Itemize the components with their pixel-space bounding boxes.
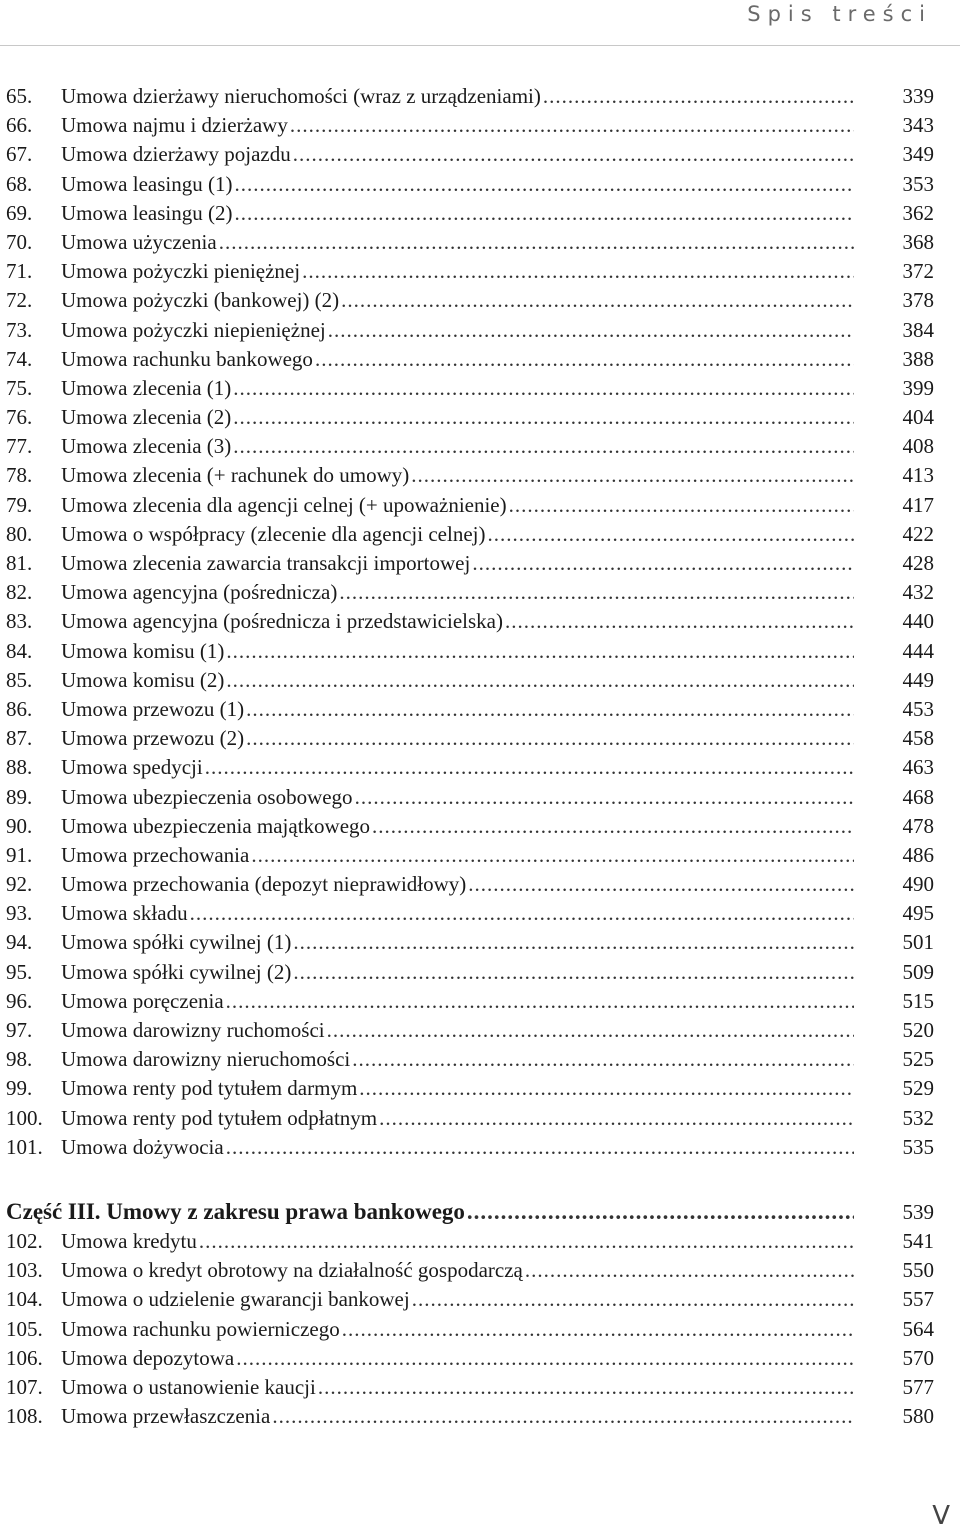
entry-number: 89. (6, 784, 33, 809)
entry-title-leader (61, 637, 854, 666)
entry-title-leader (61, 1074, 854, 1103)
toc-entry[interactable] (6, 257, 934, 286)
entry-number: 79. (6, 492, 33, 517)
entry-title-leader (61, 812, 854, 841)
entry-number: 85. (6, 667, 33, 692)
entry-title: Umowa spółki cywilnej (1) (61, 930, 292, 955)
entry-title: Umowa zlecenia (1) (61, 375, 232, 400)
dot-leader (226, 1133, 854, 1162)
entry-page-number: 486 (902, 842, 934, 867)
toc-entry[interactable] (6, 345, 934, 374)
dot-leader (327, 1016, 854, 1045)
entry-title-leader (61, 607, 854, 636)
entry-title: Umowa kredytu (61, 1228, 197, 1253)
entry-title: Umowa przewozu (1) (61, 696, 245, 721)
entry-number: 71. (6, 259, 33, 284)
toc-entry[interactable] (6, 607, 934, 636)
entry-page-number: 529 (902, 1076, 934, 1101)
entry-title: Umowa agencyjna (pośrednicza) (61, 580, 338, 605)
entry-title-leader (61, 724, 854, 753)
entry-number: 68. (6, 171, 33, 196)
entry-title-leader (61, 1256, 854, 1285)
entry-title: Umowa darowizny ruchomości (61, 1018, 325, 1042)
toc-part-heading[interactable] (6, 1197, 934, 1227)
entry-title-leader (61, 374, 854, 403)
entry-title-leader (61, 695, 854, 724)
entry-page-number: 458 (902, 726, 934, 751)
dot-leader (318, 1373, 854, 1402)
toc-entry[interactable] (6, 987, 934, 1016)
dot-leader (199, 1227, 854, 1256)
dot-leader (352, 1045, 854, 1074)
entry-number: 72. (6, 288, 33, 313)
entry-title: Umowa renty pod tytułem darmym (61, 1076, 358, 1101)
entry-page-number: 343 (902, 113, 934, 138)
entry-number: 69. (6, 200, 33, 225)
toc-entry[interactable] (6, 140, 934, 169)
entry-page-number: 564 (902, 1316, 934, 1341)
entry-page-number: 580 (902, 1404, 934, 1429)
entry-number: 97. (6, 1018, 33, 1042)
entry-title-leader (61, 140, 854, 169)
entry-title: Umowa spedycji (61, 755, 203, 780)
dot-leader (339, 578, 854, 607)
entry-number: 90. (6, 813, 33, 838)
dot-leader (412, 1285, 854, 1314)
dot-leader (226, 987, 854, 1016)
entry-page-number: 478 (902, 813, 934, 838)
entry-title: Umowa darowizny nieruchomości (61, 1047, 351, 1072)
toc-entry[interactable] (6, 578, 934, 607)
entry-page-number: 432 (902, 580, 934, 605)
dot-leader (315, 345, 854, 374)
dot-leader (302, 257, 854, 286)
dot-leader (525, 1256, 854, 1285)
entry-page-number: 463 (902, 755, 934, 780)
dot-leader (487, 520, 854, 549)
entry-title-leader (61, 199, 854, 228)
entry-page-number: 495 (902, 901, 934, 926)
entry-title-leader (61, 870, 854, 899)
entry-title-leader (61, 1373, 854, 1402)
entry-title-leader (61, 783, 854, 812)
dot-leader (342, 1315, 854, 1344)
entry-title-leader (61, 82, 854, 111)
entry-title-leader (61, 1344, 854, 1373)
entry-number: 84. (6, 638, 33, 663)
toc-entries-section-a (6, 82, 934, 1162)
dot-leader (272, 1402, 854, 1431)
entry-number: 81. (6, 551, 33, 575)
entry-title: Umowa przechowania (61, 842, 250, 867)
toc-entry[interactable] (6, 491, 934, 520)
entry-title: Umowa przewłaszczenia (61, 1404, 271, 1429)
entry-page-number: 577 (902, 1374, 934, 1399)
entry-title-leader (61, 1045, 854, 1074)
entry-number: 91. (6, 842, 33, 867)
entry-number: 108. (6, 1404, 43, 1429)
entry-title-leader (61, 549, 854, 578)
dot-leader (226, 666, 854, 695)
entry-page-number: 428 (902, 551, 934, 575)
toc-entry[interactable] (6, 695, 934, 724)
entry-page-number: 399 (902, 375, 934, 400)
entry-number: 107. (6, 1374, 43, 1399)
toc-entry[interactable] (6, 1256, 934, 1285)
dot-leader (472, 549, 854, 578)
toc-entry[interactable] (6, 549, 934, 578)
entry-title-leader (61, 491, 854, 520)
toc-entry[interactable] (6, 1045, 934, 1074)
toc-entry[interactable] (6, 111, 934, 140)
toc-entry[interactable] (6, 841, 934, 870)
entry-number: 95. (6, 959, 33, 984)
dot-leader (246, 695, 854, 724)
entry-title-leader (61, 345, 854, 374)
entry-number: 105. (6, 1316, 43, 1341)
entry-number: 99. (6, 1076, 33, 1101)
entry-title: Umowa poręczenia (61, 988, 224, 1013)
entry-number: 76. (6, 405, 33, 430)
entry-page-number: 339 (902, 84, 934, 108)
entry-page-number: 362 (902, 200, 934, 225)
entry-page-number: 368 (902, 229, 934, 254)
toc-entry[interactable] (6, 1104, 934, 1133)
toc-entry[interactable] (6, 666, 934, 695)
dot-leader (341, 286, 854, 315)
dot-leader (359, 1074, 854, 1103)
entry-title-leader (61, 987, 854, 1016)
dot-leader (509, 491, 854, 520)
entry-title: Umowa spółki cywilnej (2) (61, 959, 292, 984)
entry-title-leader (61, 1104, 854, 1133)
entry-page-number: 413 (902, 463, 934, 488)
dot-leader (233, 432, 854, 461)
running-header: Spis treści (747, 2, 932, 26)
entry-number: 104. (6, 1287, 43, 1312)
entry-number: 70. (6, 229, 33, 254)
toc-entry[interactable] (6, 1133, 934, 1162)
dot-leader (205, 753, 854, 782)
toc-entry[interactable] (6, 432, 934, 461)
dot-leader (293, 140, 854, 169)
dot-leader (236, 1344, 854, 1373)
toc-entry[interactable] (6, 1315, 934, 1344)
entry-title: Umowa leasingu (2) (61, 200, 233, 225)
dot-leader (219, 228, 854, 257)
entry-title: Umowa składu (61, 901, 188, 926)
entry-number: 88. (6, 755, 33, 780)
entry-title: Umowa zlecenia zawarcia transakcji importowej (61, 551, 471, 575)
entry-title-leader (61, 461, 854, 490)
entry-title-leader (61, 899, 854, 928)
entry-title: Umowa zlecenia (+ rachunek do umowy) (61, 463, 410, 488)
dot-leader (543, 82, 854, 111)
entry-title: Umowa ubezpieczenia osobowego (61, 784, 353, 809)
entry-number: 102. (6, 1228, 43, 1253)
entry-page-number: 535 (902, 1134, 934, 1159)
dot-leader (372, 812, 854, 841)
entry-title: Umowa renty pod tytułem odpłatnym (61, 1105, 378, 1130)
dot-leader (246, 724, 854, 753)
entry-number: 78. (6, 463, 33, 488)
entry-title: Umowa pożyczki (bankowej) (2) (61, 288, 340, 313)
entry-title-leader (61, 578, 854, 607)
entry-title-leader (61, 1402, 854, 1431)
entry-page-number: 501 (902, 930, 934, 955)
entry-number: 103. (6, 1258, 43, 1283)
entry-page-number: 468 (902, 784, 934, 809)
toc-entry[interactable] (6, 753, 934, 782)
table-of-contents (6, 82, 934, 1431)
entry-title: Umowa o udzielenie gwarancji bankowej (61, 1287, 410, 1312)
entry-number: 100. (6, 1105, 43, 1130)
entry-title: Umowa rachunku powierniczego (61, 1316, 340, 1341)
entry-title-leader (61, 170, 854, 199)
dot-leader (411, 461, 854, 490)
part-title: Część III. Umowy z zakresu prawa bankowego (6, 1198, 465, 1224)
part-page-number: 539 (902, 1199, 934, 1224)
dot-leader (251, 841, 854, 870)
entry-number: 86. (6, 696, 33, 721)
dot-leader (234, 170, 854, 199)
entry-number: 94. (6, 930, 33, 955)
dot-leader (190, 899, 854, 928)
entry-title-leader (61, 1285, 854, 1314)
entry-page-number: 404 (902, 405, 934, 430)
entry-title-leader (61, 403, 854, 432)
dot-leader (293, 928, 854, 957)
entry-title: Umowa przechowania (depozyt nieprawidłowy) (61, 872, 467, 897)
entry-title: Umowa agencyjna (pośrednicza i przedstawicielska) (61, 609, 503, 634)
entry-page-number: 490 (902, 872, 934, 897)
entry-title: Umowa pożyczki pieniężnej (61, 259, 301, 284)
dot-leader (226, 637, 854, 666)
dot-leader (355, 783, 854, 812)
toc-entry[interactable] (6, 899, 934, 928)
toc-entry[interactable] (6, 461, 934, 490)
dot-leader (233, 403, 854, 432)
toc-entry[interactable] (6, 82, 934, 111)
toc-entry[interactable] (6, 783, 934, 812)
entry-number: 82. (6, 580, 33, 605)
entry-page-number: 550 (902, 1258, 934, 1283)
entry-title-leader (61, 1315, 854, 1344)
entry-number: 75. (6, 375, 33, 400)
header-rule (0, 45, 960, 46)
entry-title: Umowa komisu (2) (61, 667, 225, 692)
entry-page-number: 422 (902, 521, 934, 546)
entry-title: Umowa użyczenia (61, 229, 217, 254)
entry-page-number: 449 (902, 667, 934, 692)
entry-title-leader (61, 1016, 854, 1045)
entry-page-number: 541 (902, 1228, 934, 1253)
toc-entry[interactable] (6, 403, 934, 432)
toc-entry[interactable] (6, 1227, 934, 1256)
entry-title: Umowa zlecenia (2) (61, 405, 232, 430)
entry-title: Umowa o współpracy (zlecenie dla agencji celnej) (61, 521, 486, 546)
entry-number: 98. (6, 1047, 33, 1072)
toc-entry[interactable] (6, 1016, 934, 1045)
toc-entry[interactable] (6, 316, 934, 345)
entry-title-leader (61, 432, 854, 461)
entry-title: Umowa zlecenia dla agencji celnej (+ upoważnienie) (61, 492, 507, 517)
toc-entry[interactable] (6, 374, 934, 403)
entry-title: Umowa przewozu (2) (61, 726, 245, 751)
entry-title-leader (61, 666, 854, 695)
entry-page-number: 384 (902, 317, 934, 342)
entry-number: 67. (6, 142, 33, 167)
section-gap (6, 1162, 934, 1197)
entry-number: 74. (6, 346, 33, 371)
entry-title-leader (61, 753, 854, 782)
entry-title: Umowa dzierżawy pojazdu (61, 142, 291, 167)
entry-title-leader (61, 928, 854, 957)
entry-title: Umowa zlecenia (3) (61, 434, 232, 459)
entry-title: Umowa o kredyt obrotowy na działalność gospodarczą (61, 1258, 523, 1283)
toc-entry[interactable] (6, 286, 934, 315)
toc-entry[interactable] (6, 520, 934, 549)
entry-number: 106. (6, 1345, 43, 1370)
toc-entry[interactable] (6, 1285, 934, 1314)
entry-title: Umowa leasingu (1) (61, 171, 233, 196)
toc-entry[interactable] (6, 812, 934, 841)
entry-title: Umowa dożywocia (61, 1134, 224, 1159)
entry-number: 92. (6, 872, 33, 897)
entry-page-number: 520 (902, 1018, 934, 1042)
entry-page-number: 378 (902, 288, 934, 313)
entry-number: 73. (6, 317, 33, 342)
entry-title-leader (61, 228, 854, 257)
toc-entry[interactable] (6, 637, 934, 666)
toc-entry[interactable] (6, 724, 934, 753)
dot-leader (468, 870, 854, 899)
entry-number: 77. (6, 434, 33, 459)
page-folio: V (932, 1501, 950, 1531)
entry-title-leader (61, 1133, 854, 1162)
dot-leader (234, 199, 854, 228)
entry-page-number: 453 (902, 696, 934, 721)
toc-entry[interactable] (6, 199, 934, 228)
entry-title: Umowa depozytowa (61, 1345, 235, 1370)
dot-leader (290, 111, 854, 140)
entry-number: 93. (6, 901, 33, 926)
entry-title-leader (61, 257, 854, 286)
entry-number: 65. (6, 84, 33, 108)
entry-title: Umowa ubezpieczenia majątkowego (61, 813, 371, 838)
entry-page-number: 388 (902, 346, 934, 371)
entry-page-number: 353 (902, 171, 934, 196)
entry-page-number: 570 (902, 1345, 934, 1370)
entry-page-number: 532 (902, 1105, 934, 1130)
toc-entry[interactable] (6, 928, 934, 957)
entry-title: Umowa komisu (1) (61, 638, 225, 663)
entry-page-number: 525 (902, 1047, 934, 1072)
entry-number: 101. (6, 1134, 43, 1159)
entry-title-leader (61, 286, 854, 315)
entry-page-number: 372 (902, 259, 934, 284)
dot-leader (293, 958, 854, 987)
entry-page-number: 509 (902, 959, 934, 984)
part-title-leader (6, 1197, 854, 1227)
toc-entry[interactable] (6, 870, 934, 899)
toc-entry[interactable] (6, 958, 934, 987)
entry-title: Umowa o ustanowienie kaucji (61, 1374, 316, 1399)
entry-page-number: 349 (902, 142, 934, 167)
dot-leader (379, 1104, 854, 1133)
entry-page-number: 408 (902, 434, 934, 459)
entry-title-leader (61, 841, 854, 870)
entry-title: Umowa rachunku bankowego (61, 346, 313, 371)
entry-title-leader (61, 520, 854, 549)
entry-title: Umowa dzierżawy nieruchomości (wraz z urządzeniami) (61, 84, 541, 108)
entry-title-leader (61, 958, 854, 987)
entry-page-number: 557 (902, 1287, 934, 1312)
entry-number: 83. (6, 609, 33, 634)
entry-page-number: 440 (902, 609, 934, 634)
dot-leader (505, 607, 854, 636)
entry-number: 87. (6, 726, 33, 751)
entry-page-number: 444 (902, 638, 934, 663)
entry-number: 80. (6, 521, 33, 546)
entry-page-number: 417 (902, 492, 934, 517)
toc-entry[interactable] (6, 1373, 934, 1402)
toc-entry[interactable] (6, 1344, 934, 1373)
toc-entry[interactable] (6, 1402, 934, 1431)
toc-entry[interactable] (6, 1074, 934, 1103)
dot-leader (328, 316, 854, 345)
dot-leader (233, 374, 854, 403)
entry-title-leader (61, 111, 854, 140)
dot-leader (467, 1197, 854, 1227)
entry-title-leader (61, 316, 854, 345)
toc-entry[interactable] (6, 170, 934, 199)
entry-title: Umowa najmu i dzierżawy (61, 113, 288, 138)
entry-number: 96. (6, 988, 33, 1013)
entry-title-leader (61, 1227, 854, 1256)
toc-entries-section-b (6, 1227, 934, 1431)
toc-entry[interactable] (6, 228, 934, 257)
entry-page-number: 515 (902, 988, 934, 1013)
entry-title: Umowa pożyczki niepieniężnej (61, 317, 326, 342)
entry-number: 66. (6, 113, 33, 138)
